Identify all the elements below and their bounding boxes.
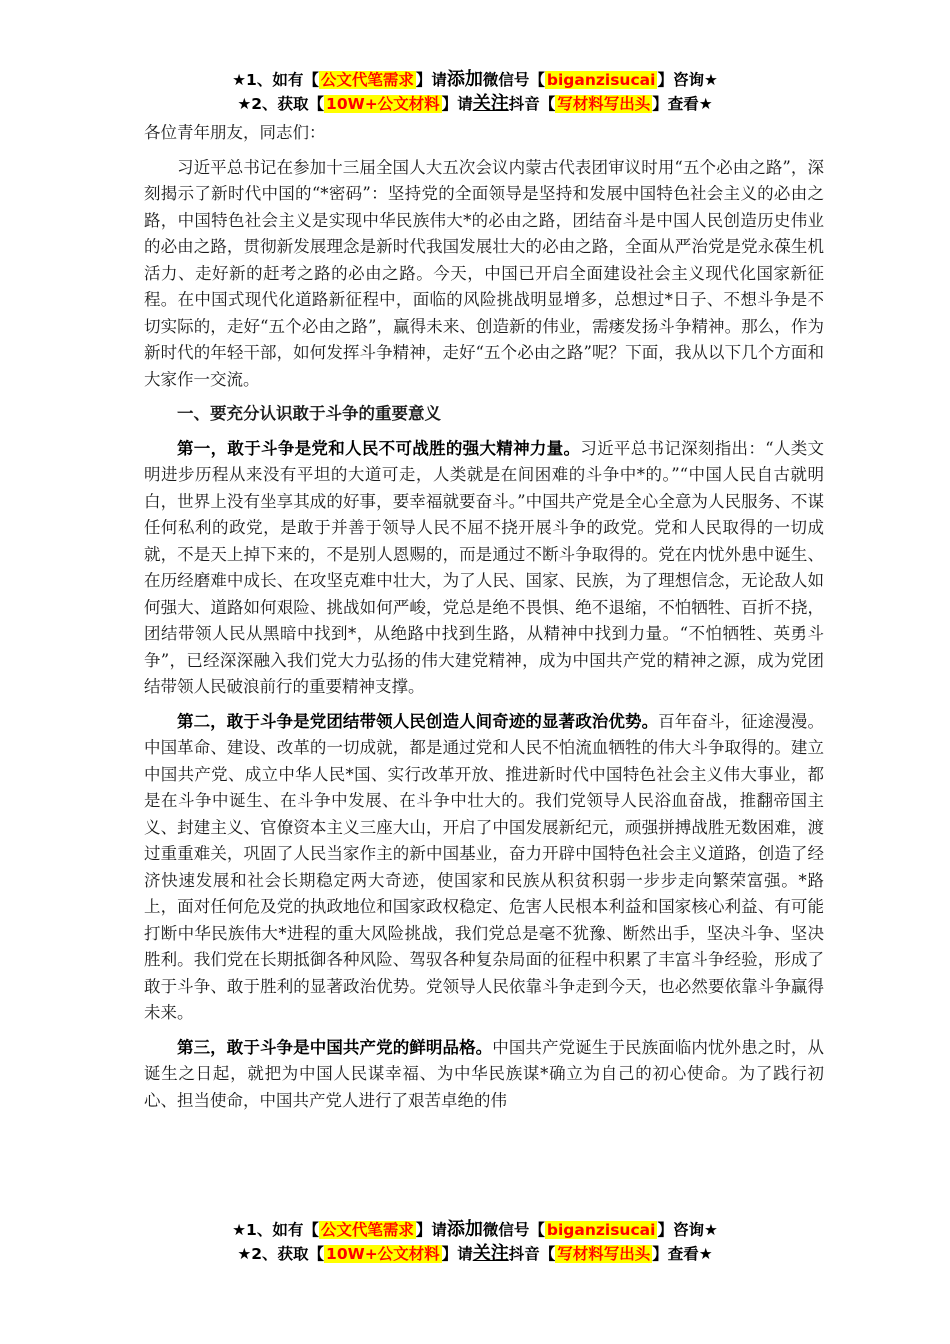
- paragraph-first: [144, 436, 824, 701]
- promo-text: 】咨询★: [657, 71, 718, 89]
- promo-emphasis: 添加: [446, 1219, 483, 1240]
- promo-text: ★1、如有【: [232, 71, 319, 89]
- promo-line-1: [0, 68, 950, 92]
- promo-text: 】查看★: [652, 1245, 713, 1263]
- intro-paragraph: 习近平总书记在参加十三届全国人大五次会议内蒙古代表团审议时用“五个必由之路”，深刻揭示了新时代中国的“*密码”：坚持党的全面领导是坚持和发展中国特色社会主义的必由之路，中国特色社会主义是实现中华民族伟大*的必由之路，团结奋斗是中国人民创造历史伟业的必由之路，贯彻新发展理念是新时代我国发展壮大的必由之路，全面从严治党是党永葆生机活力、走好新的赶考之路的必由之路。今天，中国已开启全面建设社会主义现代化国家新征程。在中国式现代化道路新征程中，面临的风险挑战明显增多，总想过*日子、不想斗争是不切实际的，走好“五个必由之路”，赢得未来、创造新的伟业，需瘘发扬斗争精神。那么，作为新时代的年轻干部，如何发挥斗争精神，走好“五个必由之路”呢？下面，我从以下几个方面和大家作一交流。: [144, 157, 824, 389]
- promo-text: 】请: [415, 71, 447, 89]
- promo-text: 】请: [441, 1245, 473, 1263]
- promo-line-2: [0, 1242, 950, 1266]
- promo-text: 】请: [415, 1221, 447, 1239]
- paragraph-lead: 第一，敢于斗争是党和人民不可战胜的强大精神力量。: [177, 438, 581, 458]
- promo-highlight: 10W+公文材料: [326, 95, 440, 113]
- promo-text: 】查看★: [652, 95, 713, 113]
- document-body: [144, 120, 824, 1202]
- promo-highlight: 公文代笔需求: [320, 71, 414, 89]
- paragraph-lead: 第三，敢于斗争是中国共产党的鲜明品格。: [177, 1037, 493, 1057]
- promo-text: ★1、如有【: [232, 1221, 319, 1239]
- promo-text: ★2、获取【: [237, 95, 325, 113]
- promo-highlight-wechat: biganzisucai: [546, 1221, 656, 1239]
- promo-banner-top: [0, 68, 950, 116]
- paragraph-text: 中国共产党诞生于民族面临内忧外患之时，从诞生之日起，就把为中国人民谋幸福、为中华民族谋*确立为自己的初心使命。为了践行初心、担当使命，中国共产党人进行了艰苦卓绝的伟: [144, 1037, 824, 1110]
- promo-highlight: 10W+公文材料: [326, 1245, 440, 1263]
- paragraph-text: 百年奋斗，征途漫漫。中国革命、建设、改革的一切成就，都是通过党和人民不怕流血牺牲的伟大斗争取得的。建立中国共产党、成立中华人民*国、实行改革开放、推进新时代中国特色社会主义伟大事业，都是在斗争中诞生、在斗争中发展、在斗争中壮大的。我们党领导人民浴血奋战，推翻帝国主义、封建主义、官僚资本主义三座大山，开启了中国发展新纪元，顽强拼搏战胜无数困难，渡过重重难关，巩固了人民当家作主的新中国基业，奋力开辟中国特色社会主义道路，创造了经济快速发展和社会长期稳定两大奇迹，使国家和民族从积贫积弱一步步走向繁荣富强。*路上，面对任何危及党的执政地位和国家政权稳定、危害人民根本利益和国家核心利益、有可能打断中华民族伟大*进程的重大风险挑战，我们党总是毫不犹豫、断然出手，坚决斗争、坚决胜利。我们党在长期抵御各种风险、驾驭各种复杂局面的征程中积累了丰富斗争经验，形成了敢于斗争、敢于胜利的显著政治优势。党领导人民依靠斗争走到今天，也必然要依靠斗争赢得未来。: [144, 711, 824, 1022]
- promo-emphasis: 添加: [446, 69, 483, 90]
- promo-text: 抖音【: [508, 95, 556, 113]
- promo-text: 】请: [441, 95, 473, 113]
- promo-highlight-douyin: 写材料写出头: [557, 1245, 651, 1263]
- greeting: 各位青年朋友，同志们：: [144, 123, 326, 142]
- promo-highlight-wechat: biganzisucai: [546, 71, 656, 89]
- promo-emphasis: 关注: [472, 1243, 509, 1264]
- promo-highlight: 公文代笔需求: [320, 1221, 414, 1239]
- promo-text: 微信号【: [482, 71, 545, 89]
- paragraph-third: [144, 1035, 824, 1115]
- promo-text: 微信号【: [482, 1221, 545, 1239]
- promo-line-1: [0, 1218, 950, 1242]
- promo-emphasis: 关注: [472, 93, 509, 114]
- promo-banner-bottom: [0, 1218, 950, 1266]
- promo-highlight-douyin: 写材料写出头: [557, 95, 651, 113]
- paragraph-lead: 第二，敢于斗争是党团结带领人民创造人间奇迹的显著政治优势。: [177, 711, 659, 731]
- promo-text: 】咨询★: [657, 1221, 718, 1239]
- section-heading: 一、要充分认识敢于斗争的重要意义: [177, 404, 441, 423]
- promo-text: 抖音【: [508, 1245, 556, 1263]
- promo-line-2: [0, 92, 950, 116]
- paragraph-second: [144, 709, 824, 1027]
- promo-text: ★2、获取【: [237, 1245, 325, 1263]
- paragraph-text: 习近平总书记深刻指出：“人类文明进步历程从来没有平坦的大道可走，人类就是在间困难的斗争中*的。”“中国人民自古就明白，世界上没有坐享其成的好事，要幸福就要奋斗。”中国共产党是全心全意为人民服务、不谋任何私利的政党，是敢于并善于领导人民不屈不挠开展斗争的政党。党和人民取得的一切成就，不是天上掉下来的，不是别人恩赐的，而是通过不断斗争取得的。党在内忧外患中诞生、在历经磨难中成长、在攻坚克难中壮大，为了人民、国家、民族，为了理想信念，无论敌人如何强大、道路如何艰险、挑战如何严峻，党总是绝不畏惧、绝不退缩，不怕牺牲、百折不挠，团结带领人民从黑暗中找到*，从绝路中找到生路，从精神中找到力量。“不怕牺牲、英勇斗争”，已经深深融入我们党大力弘扬的伟大建党精神，成为中国共产党的精神之源，成为党团结带领人民破浪前行的重要精神支撑。: [144, 438, 824, 696]
